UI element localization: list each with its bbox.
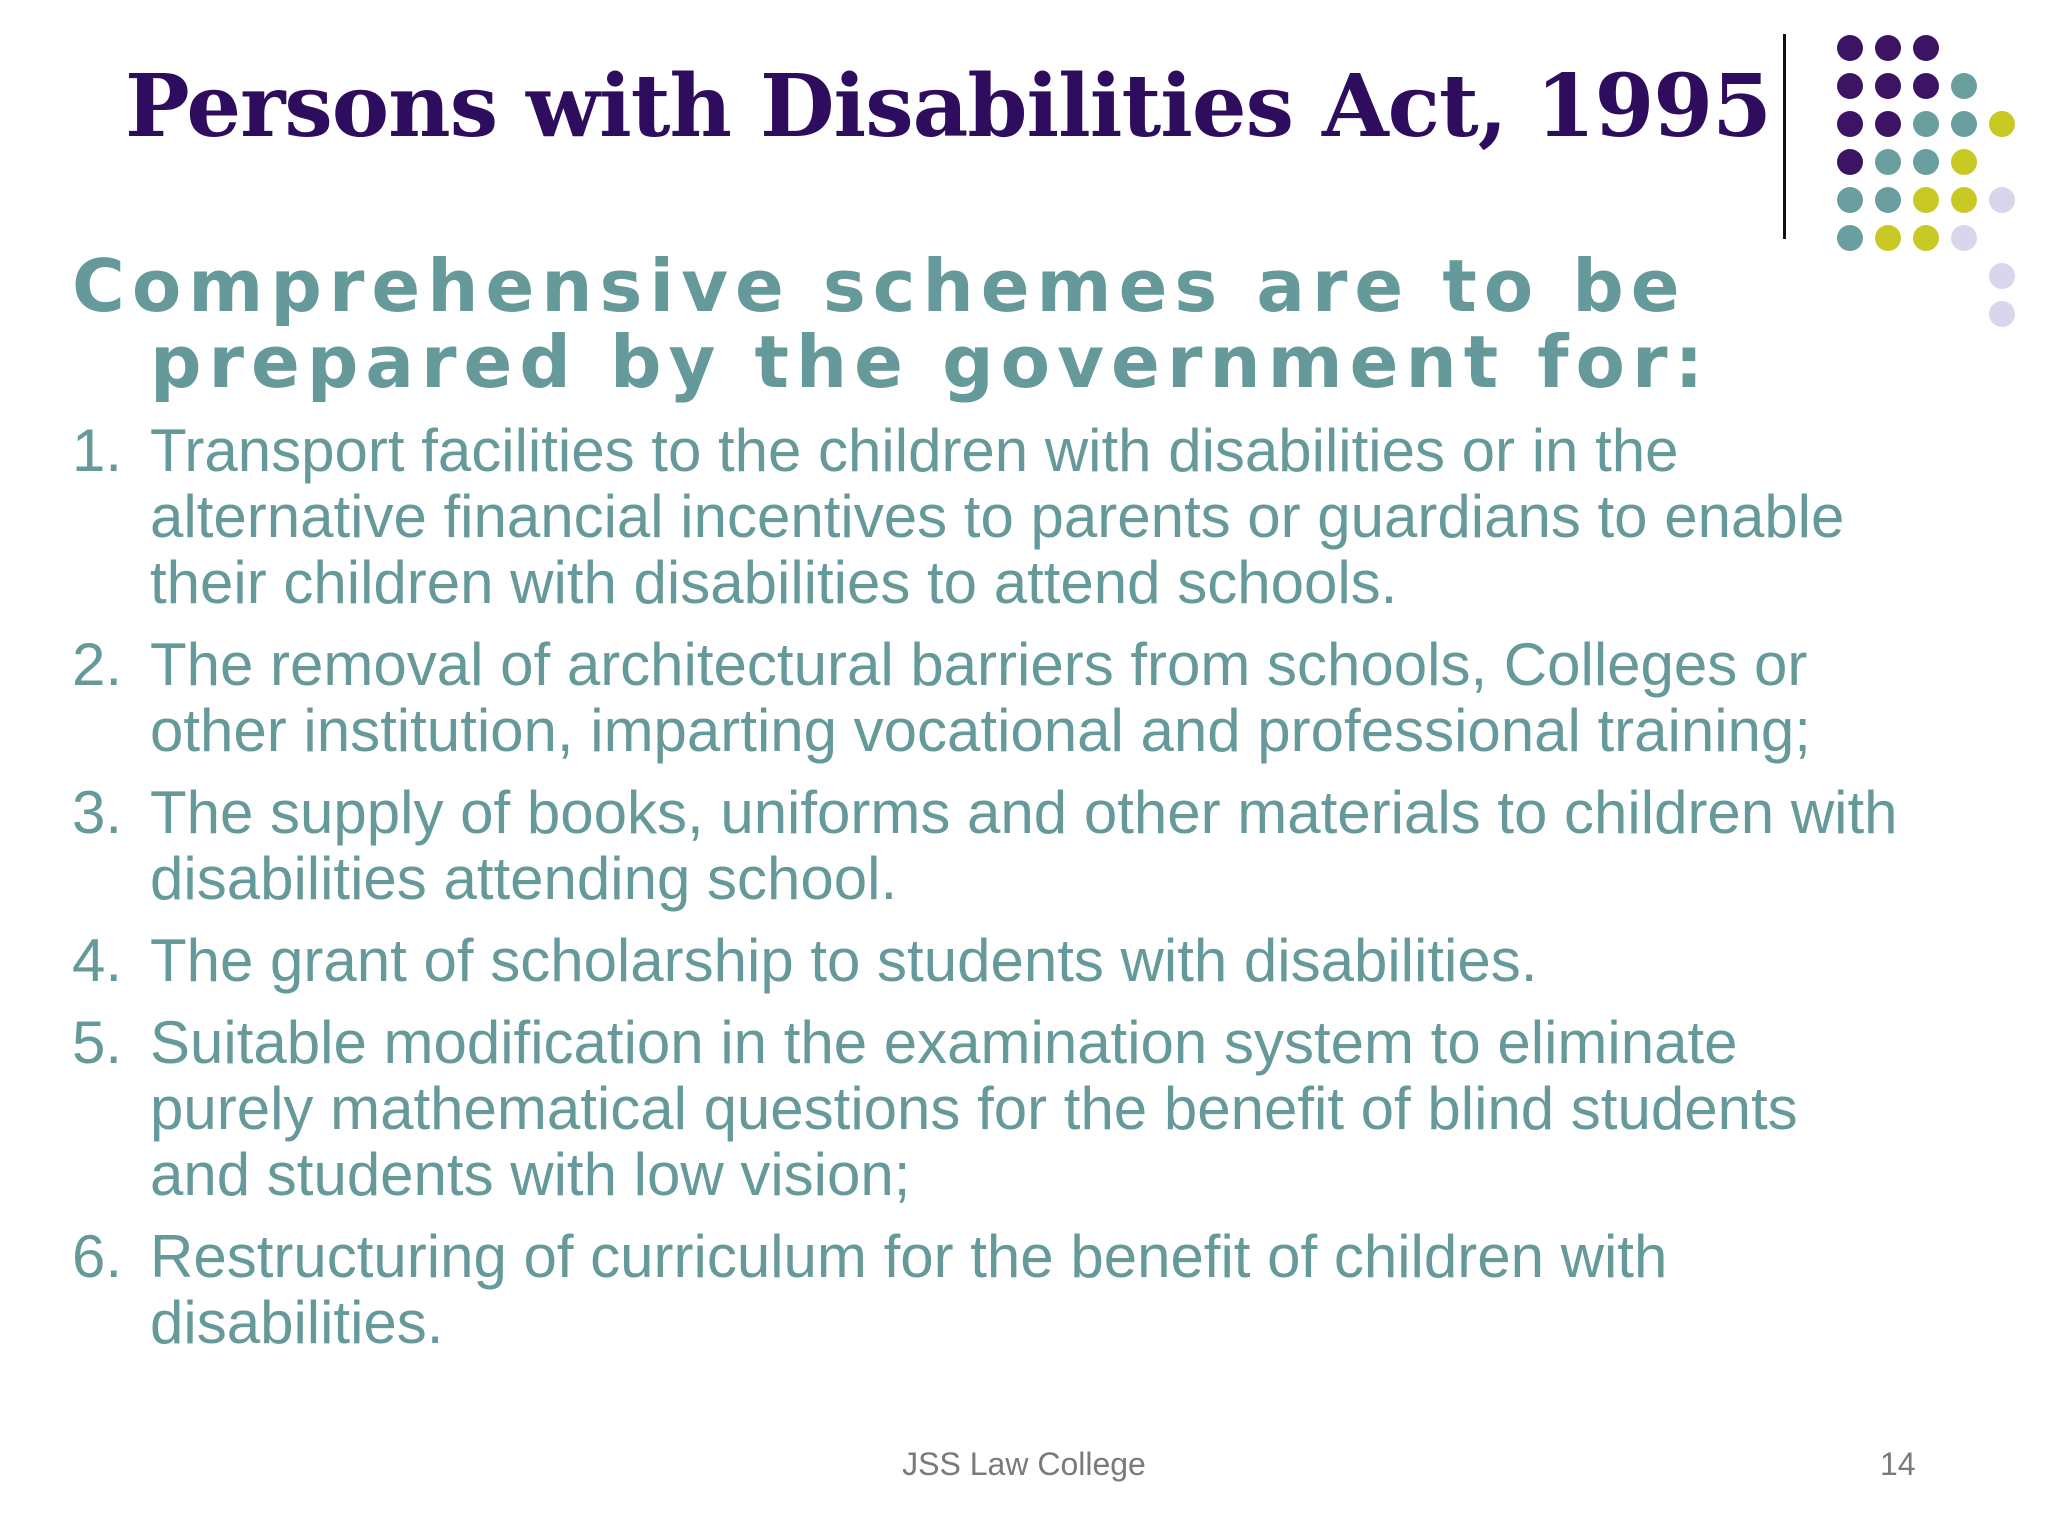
footer-college-name: JSS Law College	[902, 1446, 1146, 1482]
title-divider	[1783, 34, 1786, 239]
list-item-number: 3.	[72, 779, 123, 846]
decorative-dot	[1951, 149, 1977, 175]
decorative-dot	[1913, 35, 1939, 61]
decorative-dot	[1837, 35, 1863, 61]
decorative-dot	[1913, 73, 1939, 99]
list-item-text: Transport facilities to the children with disabilities or in the alternative financial incentives to parents or guardians to enable their children with disabilities to attend schools.	[150, 417, 1845, 616]
decorative-dot	[1837, 73, 1863, 99]
subheading	[72, 244, 1772, 404]
list-item-text: The grant of scholarship to students with disabilities.	[150, 927, 1538, 994]
slide-title: Persons with Disabilities Act, 1995	[125, 56, 1771, 157]
page-number: 14	[1880, 1446, 1916, 1482]
decorative-dot	[1989, 111, 2015, 137]
list-item	[72, 1010, 1912, 1208]
list-item-number: 1.	[72, 417, 123, 484]
list-item	[72, 632, 1912, 764]
list-item-text: The removal of architectural barriers from schools, Colleges or other institution, imparting vocational and professional training;	[150, 631, 1811, 764]
list-item	[72, 418, 1912, 616]
list-item-number: 2.	[72, 631, 123, 698]
decorative-dot	[1913, 225, 1939, 251]
decorative-dot	[1875, 149, 1901, 175]
decorative-dot	[1875, 111, 1901, 137]
decorative-dot	[1989, 187, 2015, 213]
decorative-dot	[1989, 301, 2015, 327]
decorative-dot	[1875, 225, 1901, 251]
subheading-line-1: Comprehensive schemes are to be	[72, 244, 1687, 328]
list-item	[72, 928, 1912, 994]
list-item-text: Restructuring of curriculum for the benefit of children with disabilities.	[150, 1223, 1668, 1356]
decorative-dot	[1913, 111, 1939, 137]
decorative-dot	[1837, 187, 1863, 213]
decorative-dot	[1951, 225, 1977, 251]
list-item-number: 6.	[72, 1223, 123, 1290]
decorative-dot	[1913, 187, 1939, 213]
scheme-list	[72, 418, 1912, 1372]
decorative-dot	[1875, 73, 1901, 99]
decorative-dot	[1951, 187, 1977, 213]
list-item-number: 4.	[72, 927, 123, 994]
list-item-text: Suitable modification in the examination system to eliminate purely mathematical questions for the benefit of blind students and students with low vision;	[150, 1009, 1798, 1208]
decorative-dot	[1875, 187, 1901, 213]
decorative-dot	[1837, 149, 1863, 175]
list-item	[72, 1224, 1912, 1356]
decorative-dot	[1951, 111, 1977, 137]
decorative-dot	[1913, 149, 1939, 175]
decorative-dot	[1989, 263, 2015, 289]
list-item-number: 5.	[72, 1009, 123, 1076]
decorative-dot	[1837, 111, 1863, 137]
list-item-text: The supply of books, uniforms and other materials to children with disabilities attending school.	[150, 779, 1898, 912]
subheading-line-2: prepared by the government for:	[150, 320, 1711, 404]
decorative-dot	[1951, 73, 1977, 99]
list-item	[72, 780, 1912, 912]
decorative-dot	[1875, 35, 1901, 61]
decorative-dot	[1837, 225, 1863, 251]
